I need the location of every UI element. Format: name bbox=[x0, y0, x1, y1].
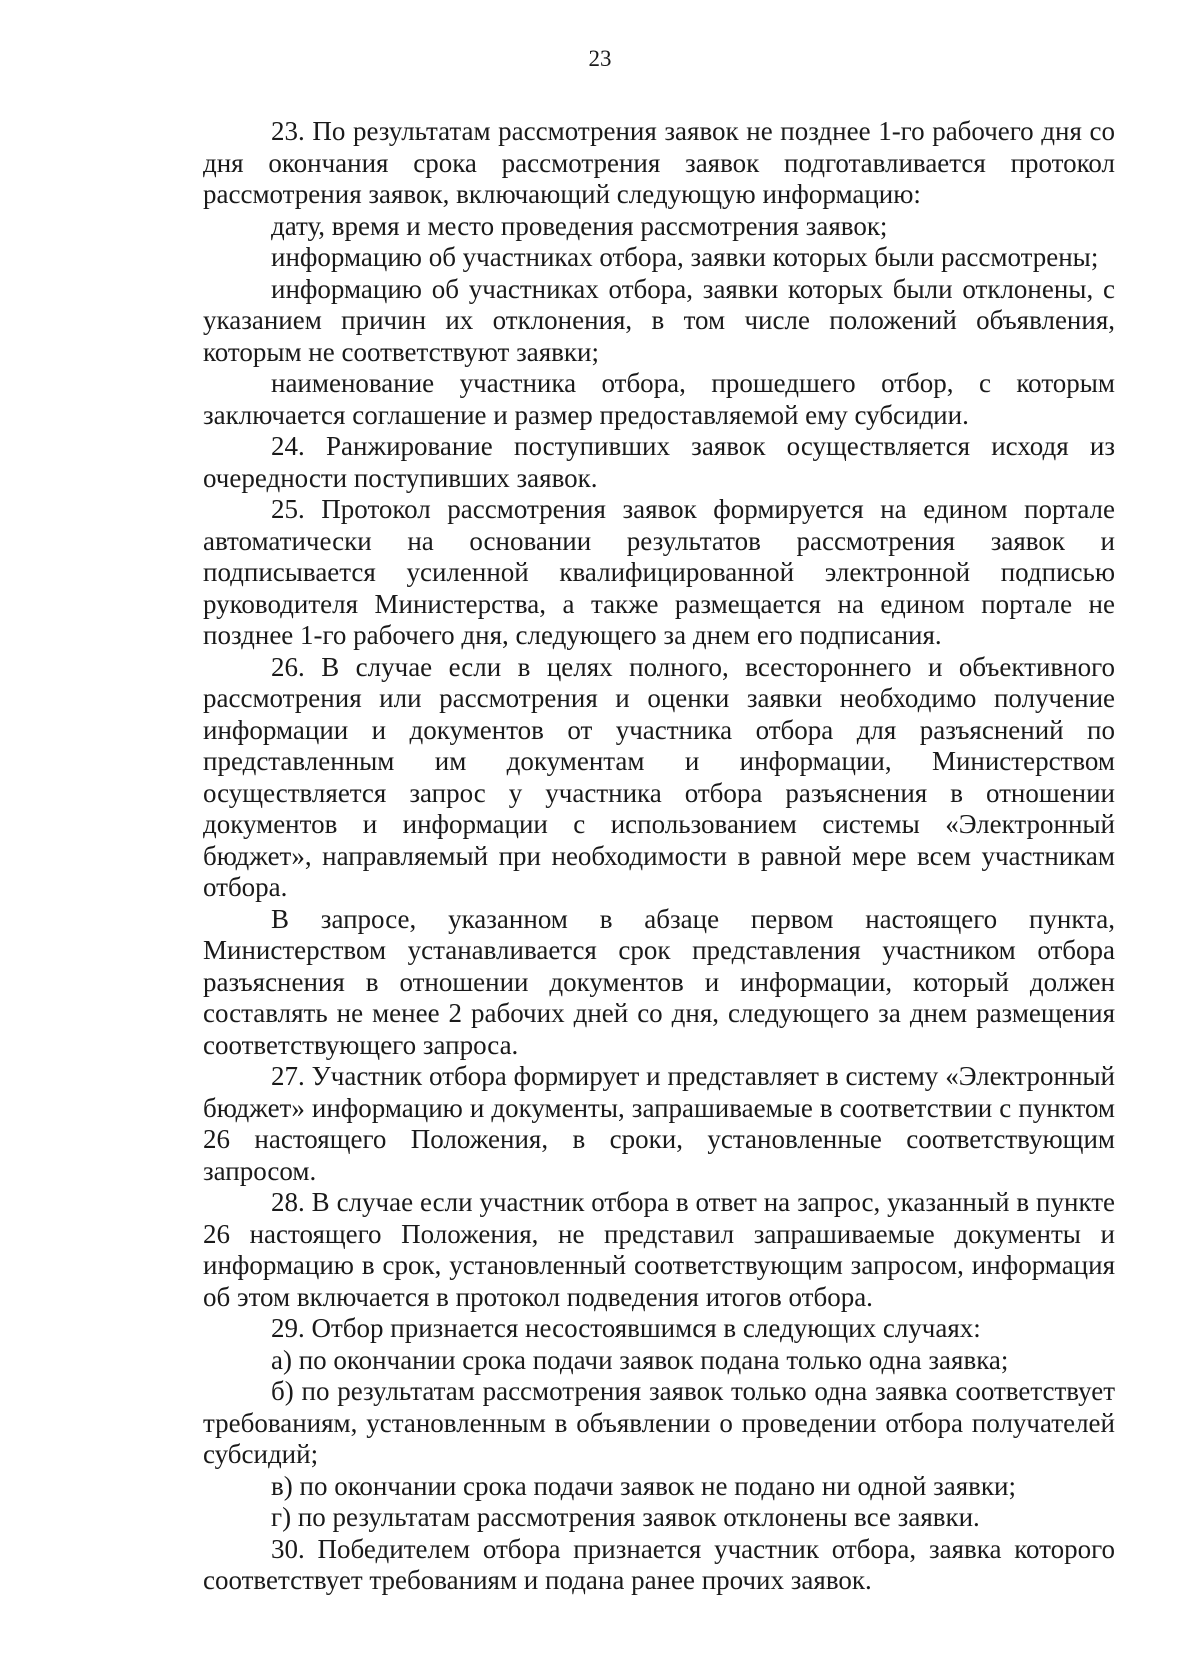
document-body bbox=[203, 116, 1115, 1597]
list-item-v: в) по окончании срока подачи заявок не подано ни одной заявки; bbox=[271, 1470, 1016, 1501]
paragraph-item: наименование участника отбора, прошедшего отбор, с которым заключается соглашение и размер предоставляемой ему субсидии. bbox=[203, 368, 1115, 430]
page-number: 23 bbox=[588, 46, 612, 71]
paragraph-item: информацию об участниках отбора, заявки которых были рассмотрены; bbox=[271, 242, 1099, 272]
list-item-g: г) по результатам рассмотрения заявок отклонены все заявки. bbox=[271, 1502, 980, 1532]
paragraph-item: дату, время и место проведения рассмотрения заявок; bbox=[271, 210, 888, 241]
paragraph-30: 30. Победителем отбора признается участник отбора, заявка которого соответствует требованиям и подана ранее прочих заявок. bbox=[203, 1533, 1115, 1595]
paragraph-26-continued: В запросе, указанном в абзаце первом настоящего пункта, Министерством устанавливается срок представления участником отбора разъяснения в отношении документов и информации, который должен составлять не менее 2 рабочих дней со дня, следующего за днем размещения соответствующего запроса. bbox=[203, 903, 1115, 1060]
paragraph-28: 28. В случае если участник отбора в ответ на запрос, указанный в пункте 26 настоящего Положения, не представил запрашиваемые документы и информацию в срок, установленный соответствующим запросом, информация об этом включается в протокол подведения итогов отбора. bbox=[203, 1187, 1115, 1312]
paragraph-24: 24. Ранжирование поступивших заявок осуществляется исходя из очередности поступивших заявок. bbox=[203, 431, 1115, 493]
paragraph-26: 26. В случае если в целях полного, всестороннего и объективного рассмотрения или рассмотрения и оценки заявки необходимо получение информации и документов от участника отбора для разъяснений по представленным им документам и информации, Министерством осуществляется запрос у участника отбора разъяснения в отношении документов и информации с использованием системы «Электронный бюджет», направляемый при необходимости в равной мере всем участникам отбора. bbox=[203, 651, 1115, 902]
list-item-b: б) по результатам рассмотрения заявок только одна заявка соответствует требованиям, установленным в объявлении о проведении отбора получателей субсидий; bbox=[203, 1376, 1115, 1469]
paragraph-29: 29. Отбор признается несостоявшимся в следующих случаях: bbox=[271, 1313, 981, 1343]
paragraph-27: 27. Участник отбора формирует и представляет в систему «Электронный бюджет» информацию и документы, запрашиваемые в соответствии с пунктом 26 настоящего Положения, в сроки, установленные соответствующим запросом. bbox=[203, 1061, 1115, 1186]
paragraph-25: 25. Протокол рассмотрения заявок формируется на едином портале автоматически на основании результатов рассмотрения заявок и подписывается усиленной квалифицированной электронной подписью руководителя Министерства, а также размещается на едином портале не позднее 1-го рабочего дня, следующего за днем его подписания. bbox=[203, 494, 1115, 650]
paragraph-item: информацию об участниках отбора, заявки которых были отклонены, с указанием причин их отклонения, в том числе положений объявления, которым не соответствуют заявки; bbox=[203, 273, 1115, 367]
paragraph-23-intro: 23. По результатам рассмотрения заявок не позднее 1-го рабочего дня со дня окончания срока рассмотрения заявок подготавливается протокол рассмотрения заявок, включающий следующую информацию: bbox=[203, 116, 1115, 209]
list-item-a: а) по окончании срока подачи заявок подана только одна заявка; bbox=[271, 1344, 1009, 1375]
